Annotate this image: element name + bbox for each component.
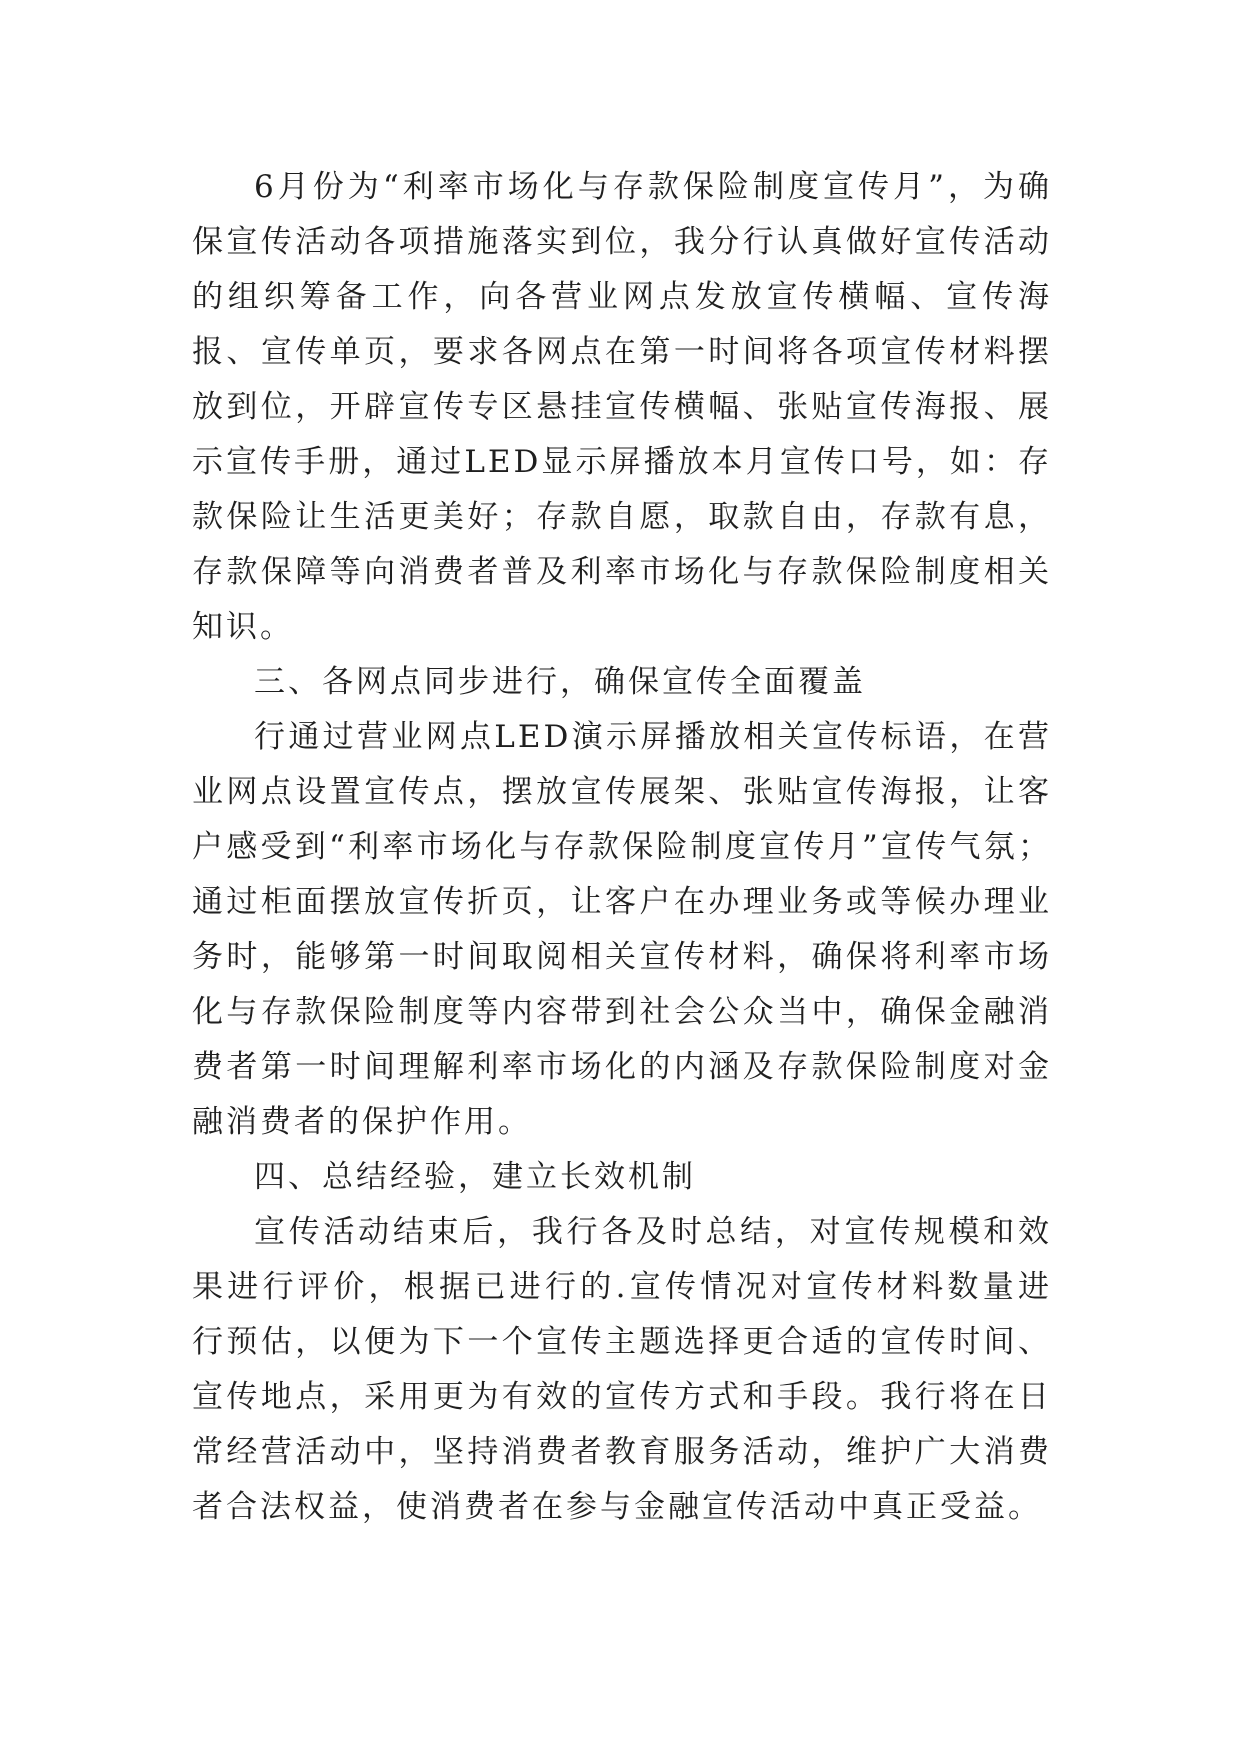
document-page (192, 160, 1052, 1535)
paragraph-summary-mechanism: 宣传活动结束后，我行各及时总结，对宣传规模和效果进行评价，根据已进行的.宣传情况对宣传材料数量进行预估，以便为下一个宣传主题选择更合适的宣传时间、宣传地点，采用更为有效的宣传方式和手段。我行将在日常经营活动中，坚持消费者教育服务活动，维护广大消费者合法权益，使消费者在参与金融宣传活动中真正受益。 (192, 1214, 1052, 1525)
section-heading-4: 四、总结经验，建立长效机制 (254, 1159, 696, 1195)
paragraph-publicity-month: 6月份为“利率市场化与存款保险制度宣传月”，为确保宣传活动各项措施落实到位，我分行认真做好宣传活动的组织筹备工作，向各营业网点发放宣传横幅、宣传海报、宣传单页，要求各网点在第一时间将各项宣传材料摆放到位，开辟宣传专区悬挂宣传横幅、张贴宣传海报、展示宣传手册，通过LED显示屏播放本月宣传口号，如：存款保险让生活更美好；存款自愿，取款自由，存款有息，存款保障等向消费者普及利率市场化与存款保险制度相关知识。 (192, 169, 1052, 645)
paragraph-branch-coverage: 行通过营业网点LED演示屏播放相关宣传标语，在营业网点设置宣传点，摆放宣传展架、张贴宣传海报，让客户感受到“利率市场化与存款保险制度宣传月”宣传气氛；通过柜面摆放宣传折页，让客户在办理业务或等候办理业务时，能够第一时间取阅相关宣传材料，确保将利率市场化与存款保险制度等内容带到社会公众当中，确保金融消费者第一时间理解利率市场化的内涵及存款保险制度对金融消费者的保护作用。 (192, 719, 1052, 1140)
section-heading-3: 三、各网点同步进行，确保宣传全面覆盖 (254, 664, 866, 700)
